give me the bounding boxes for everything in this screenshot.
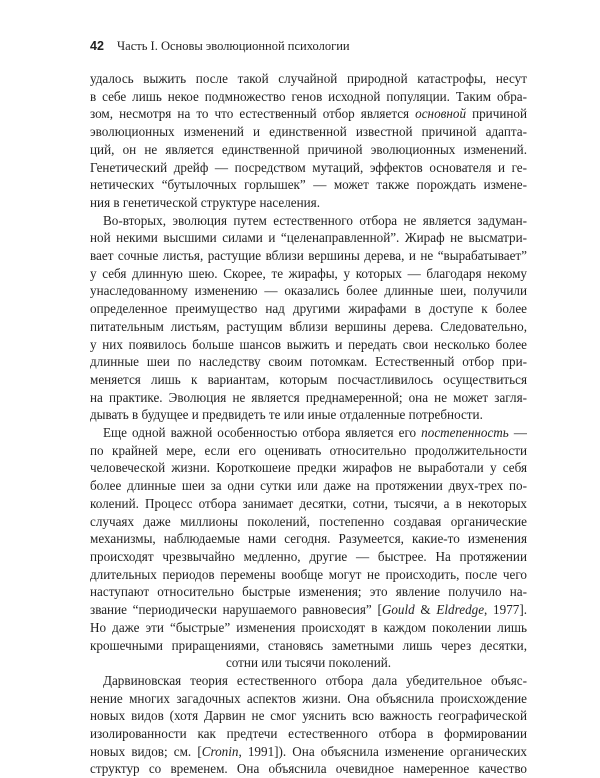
italic-term: основной [415, 106, 467, 122]
text-line [90, 743, 527, 761]
text-line [90, 424, 527, 442]
citation-author: Cronin [201, 743, 239, 759]
text-line: меняется лишь к вариантам, которым посчастливилось осуществиться [90, 371, 527, 387]
citation-author: Gould [381, 602, 415, 618]
text-body [90, 70, 527, 778]
text-span: причиной [466, 106, 527, 122]
text-line [90, 601, 527, 619]
text-line: колений. Процесс отбора занимает десятки, сотни, тысячи, а в некоторых [90, 495, 527, 511]
text-line: ной некими высшими силами и “целенаправленной”. Жираф не высматри- [90, 230, 527, 246]
text-span: , 1991]). Она объяснила изменение органических [238, 743, 527, 759]
text-span: Еще одной важной особенностью отбора является его [103, 425, 422, 441]
text-span: зом, несмотря на то что естественный отбор является [90, 106, 416, 122]
text-line: удалось выжить после такой случайной природной катастрофы, несут [90, 71, 527, 86]
text-span: , 1977]. [484, 602, 527, 618]
paragraph-1 [90, 70, 527, 212]
text-span: новых видов; см. [ [90, 743, 202, 759]
text-line: более длинные шеи за одни сутки или даже на протяжении двух-трех по- [90, 478, 527, 494]
text-line: унаследованному изменению — оказались более длинные шеи, получили [90, 283, 527, 299]
text-line: ций, он не является единственной причиной эволюционных изменений. [90, 141, 527, 157]
text-line: крошечными приращениями, становясь заметными лишь через десятки, [90, 637, 527, 653]
text-line: сотни или тысячи поколений. [225, 655, 392, 671]
text-line: Генетический дрейф — посредством мутаций, эффектов основателя и ге- [90, 159, 527, 175]
text-line: изолированности как предтечи естественного отбора в формировании [90, 726, 527, 742]
text-line: ния в генетической структуре населения. [90, 194, 320, 210]
text-line: длинные шеи по наследству своим потомкам. Естественный отбор при- [90, 354, 527, 370]
running-title: Часть I. Основы эволюционной психологии [117, 39, 350, 53]
text-span: — [508, 425, 527, 441]
text-line [90, 105, 527, 123]
page-header [90, 38, 530, 54]
text-line: у них появилось больше шансов выжить и передать свои несколько более [90, 336, 527, 352]
text-line: длительных периодов перемены вообще могут не происходить, после чего [90, 566, 527, 582]
text-line: дывать в будущее и предвидеть те или иные отдаленные потребности. [90, 407, 483, 423]
paragraph-3 [90, 424, 527, 672]
text-line: у себя длинную шею. Скорее, те жирафы, у которых — благодаря некому [90, 265, 527, 281]
text-line: механизмы, наблюдаемые нами сегодня. Разумеется, какие-то изменения [90, 531, 527, 547]
paragraph-2 [90, 212, 527, 424]
text-line: Во-вторых, эволюция путем естественного отбора не является задуман- [103, 212, 527, 228]
paragraph-4 [90, 672, 527, 778]
text-line: случаях даже миллионы поколений, постепенно создавая органические [90, 513, 527, 529]
text-line: вает сочные листья, растущие вблизи вершины дерева, и не “вырабатывает” [90, 248, 527, 264]
text-line: Дарвиновская теория естественного отбора дала убедительное объяс- [103, 672, 527, 688]
text-line: структур со временем. Она объяснила очевидное намеренное качество [90, 761, 527, 777]
italic-term: постепенность [421, 425, 509, 441]
text-line: человеческой жизни. Короткошеие предки жирафов не выработали у себя [90, 460, 527, 476]
citation-author: Eldredge [436, 602, 485, 618]
text-line: Но даже эти “быстрые” изменения происходят в каждом поколении лишь [90, 619, 527, 635]
text-line: наступают относительно быстрые изменения; это явление получило на- [90, 584, 527, 600]
text-line: в себе лишь некое подмножество генов исходной популяции. Таким обра- [90, 88, 527, 104]
text-line: происходят чрезвычайно медленно, другие — быстрее. На протяжении [90, 548, 527, 564]
text-span: & [414, 602, 437, 618]
text-line: по крайней мере, если его оценивать относительно продолжительности [90, 442, 527, 458]
text-line: питательным листьям, растущим вблизи вершины дерева. Следовательно, [90, 318, 527, 334]
page-number: 42 [90, 39, 104, 53]
text-line: эволюционных изменений и единственной известной причиной адапта- [90, 124, 527, 140]
text-span: звание “периодически нарушаемого равновесия” [ [90, 602, 382, 618]
text-line: нение многих загадочных аспектов жизни. Она объяснила происхождение [90, 690, 527, 706]
text-line: определенное преимущество над другими жирафами в доступе к более [90, 301, 527, 317]
text-line: на практике. Эволюция не является преднамеренной; она не может загля- [90, 389, 527, 405]
text-line: нетических “бутылочных горлышек” — может также порождать измене- [90, 177, 527, 193]
text-line: новых видов (хотя Дарвин не смог уяснить всю важность географической [90, 708, 527, 724]
